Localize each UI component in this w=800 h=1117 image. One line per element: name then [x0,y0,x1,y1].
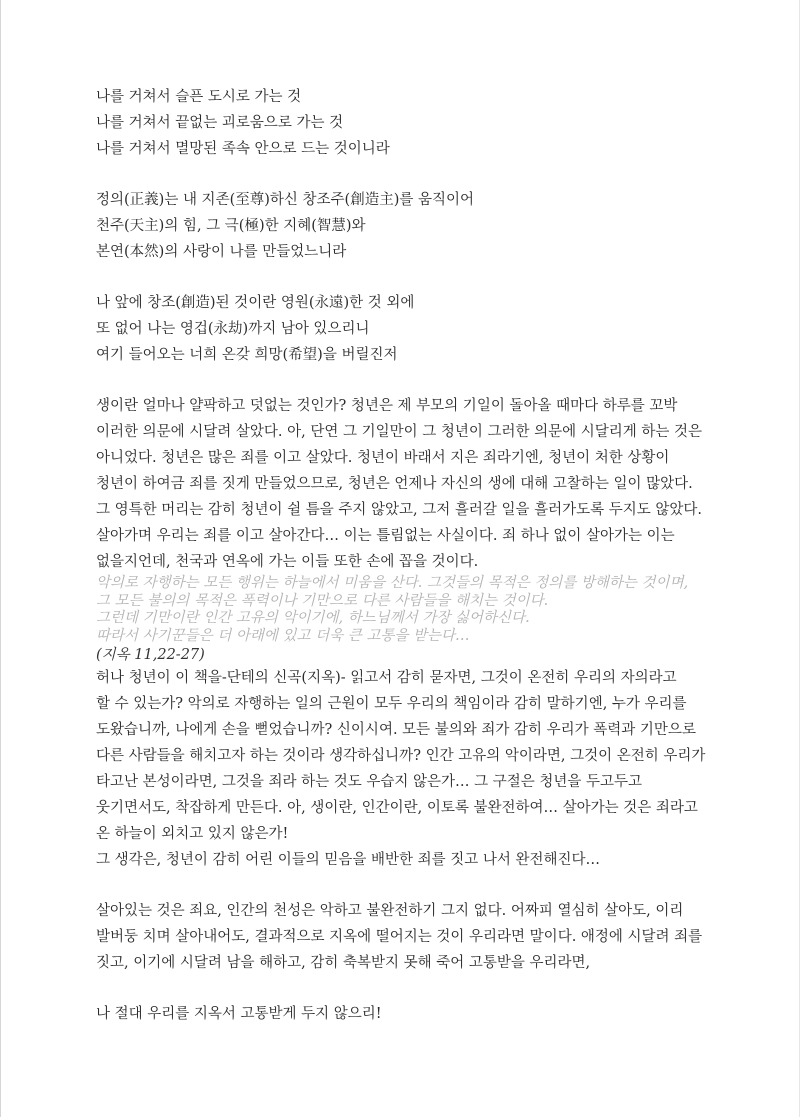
verse-stanza-2 [96,187,708,265]
paragraph-line: 할 수 있는가? 악의로 자행하는 일의 근원이 모두 우리의 책임이라 감히 말하기엔, 누가 우리를 [96,696,687,712]
paragraph-3 [96,898,708,976]
stanza-gap [96,162,708,187]
paragraph-line: 허나 청년이 이 책을-단테의 신곡(지옥)- 읽고서 감히 묻자면, 그것이 온전히 우리의 자의라고 [96,670,677,686]
verse-line: 천주(天主)의 힘, 그 극(極)한 지혜(智慧)와 [96,218,366,234]
paragraph-line: 없을지언데, 천국과 연옥에 가는 이들 또한 손에 꼽을 것이다. [96,554,479,570]
paragraph-line: 그 생각은, 청년이 감히 어린 이들의 믿음을 배반한 죄를 짓고 나서 완전해진다… [96,852,601,868]
verse-line: 본연(本然)의 사랑이 나를 만들었느니라 [96,244,347,260]
quote-line: 따라서 사기꾼들은 더 아래에 있고 더욱 큰 고통을 받는다… [96,627,470,644]
paragraph-line: 타고난 본성이라면, 그것을 죄라 하는 것도 우습지 않은가… 그 구절은 청년을 두고두고 [96,774,643,790]
paragraph-line: 생이란 얼마나 얄팍하고 덧없는 것인가? 청년은 제 부모의 기일이 돌아올 때마다 하루를 꼬박 [96,398,678,414]
paragraph-line: 발버둥 치며 살아내어도, 결과적으로 지옥에 떨어지는 것이 우리라면 말이다. 애정에 시달려 죄를 [96,929,703,945]
stanza-gap [96,265,708,290]
paragraph-1 [96,393,708,575]
paragraph-line: 온 하늘이 외치고 있지 않은가! [96,826,289,842]
closing-line: 나 절대 우리를 지옥서 고통받게 두지 않으리! [96,1006,382,1022]
quote-line: 그 모든 불의의 목적은 폭력이나 기만으로 다른 사람들을 해치는 것이다. [96,592,549,609]
paragraph-line: 살아있는 것은 죄요, 인간의 천성은 악하고 불완전하기 그지 없다. 어짜피 열심히 살아도, 이리 [96,903,684,919]
verse-line: 나를 거쳐서 끝없는 괴로움으로 가는 것 [96,115,344,131]
quote-block [96,575,708,665]
stanza-gap [96,368,708,393]
paragraph-line: 짓고, 이기에 시달려 남을 해하고, 감히 축복받지 못해 죽어 고통받을 우리라면, [96,955,591,971]
paragraph-line: 웃기면서도, 착잡하게 만든다. 아, 생이란, 인간이란, 이토록 불완전하여… 살아가는 것은 죄라고 [96,800,698,816]
verse-line: 여기 들어오는 너희 온갖 희망(希望)을 버릴진저 [96,347,398,363]
verse-line: 나 앞에 창조(創造)된 것이란 영원(永遠)한 것 외에 [96,295,415,311]
paragraph-line: 살아가며 우리는 죄를 이고 살아간다… 이는 틀림없는 사실이다. 죄 하나 없이 살아가는 이는 [96,528,675,544]
verse-line: 나를 거쳐서 멸망된 족속 안으로 드는 것이니라 [96,141,390,157]
paragraph-line: 청년이 하여금 죄를 짓게 만들었으므로, 청년은 언제나 자신의 생에 대해 고찰하는 일이 많았다. [96,476,693,492]
document-body [96,84,708,1027]
quote-citation: (지옥 11,22-27) [96,647,205,663]
quote-line: 악의로 자행하는 모든 행위는 하늘에서 미움을 산다. 그것들의 목적은 정의를 방해하는 것이며, [96,575,689,591]
paragraph-gap [96,976,708,1001]
paragraph-line: 다른 사람들을 해치고자 하는 것이라 생각하십니까? 인간 고유의 악이라면, 그것이 온전히 우리가 [96,748,706,764]
verse-stanza-1 [96,84,708,162]
verse-stanza-3 [96,290,708,368]
verse-line: 나를 거쳐서 슬픈 도시로 가는 것 [96,89,302,105]
paragraph-line: 그 영특한 머리는 감히 청년이 쉴 틈을 주지 않았고, 그저 흘러갈 일을 흘러가도록 두지도 않았다. [96,502,703,518]
paragraph-line: 이러한 의문에 시달려 살았다. 아, 단연 그 기일만이 그 청년이 그러한 의문에 시달리게 하는 것은 [96,424,703,440]
paragraph-2 [96,665,708,873]
paragraph-gap [96,873,708,898]
paragraph-line: 아니었다. 청년은 많은 죄를 이고 살았다. 청년이 바래서 지은 죄라기엔, 청년이 처한 상황이 [96,450,670,466]
paragraph-line: 도왔습니까, 나에게 손을 뻗었습니까? 신이시여. 모든 불의와 죄가 감히 우리가 폭력과 기만으로 [96,722,696,738]
verse-line: 정의(正義)는 내 지존(至尊)하신 창조주(創造主)를 움직이어 [96,192,474,208]
verse-line: 또 없어 나는 영겁(永劫)까지 남아 있으리니 [96,321,370,337]
quote-line: 그런데 기만이란 인간 고유의 악이기에, 하느님께서 가장 싫어하신다. [96,610,530,626]
